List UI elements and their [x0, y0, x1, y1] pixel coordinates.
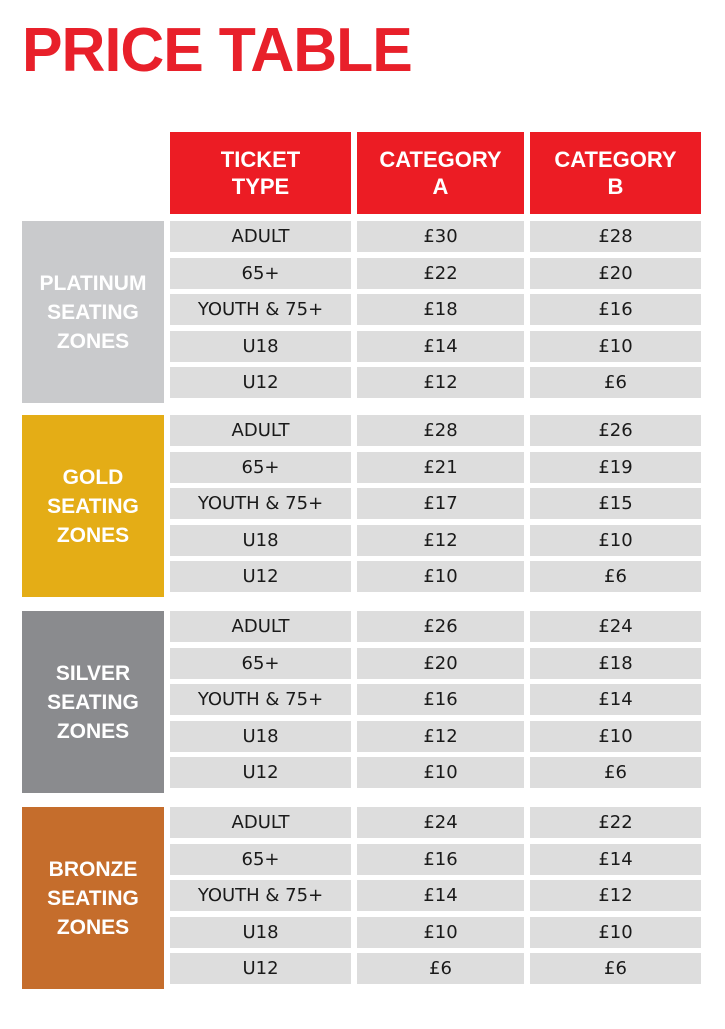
- category-a-price: £6: [357, 953, 524, 984]
- ticket-type-cell: U18: [170, 917, 351, 948]
- ticket-type-cell: ADULT: [170, 221, 351, 252]
- category-a-price: £16: [357, 684, 524, 715]
- ticket-type-cell: U18: [170, 525, 351, 556]
- category-a-price: £16: [357, 844, 524, 875]
- category-b-price: £28: [530, 221, 701, 252]
- category-b-price: £6: [530, 561, 701, 592]
- category-b-price: £24: [530, 611, 701, 642]
- category-b-price: £16: [530, 294, 701, 325]
- ticket-type-cell: 65+: [170, 648, 351, 679]
- ticket-type-cell: U12: [170, 757, 351, 788]
- category-a-price: £10: [357, 757, 524, 788]
- category-a-price: £24: [357, 807, 524, 838]
- category-b-price: £14: [530, 684, 701, 715]
- category-b-price: £26: [530, 415, 701, 446]
- category-a-price: £18: [357, 294, 524, 325]
- ticket-type-cell: U12: [170, 561, 351, 592]
- category-b-price: £10: [530, 721, 701, 752]
- category-a-price: £14: [357, 880, 524, 911]
- ticket-type-cell: YOUTH & 75+: [170, 684, 351, 715]
- category-a-price: £21: [357, 452, 524, 483]
- ticket-type-cell: 65+: [170, 452, 351, 483]
- category-b-price: £18: [530, 648, 701, 679]
- header-ticket-type: TICKET TYPE: [170, 132, 351, 214]
- ticket-type-cell: YOUTH & 75+: [170, 294, 351, 325]
- category-b-price: £12: [530, 880, 701, 911]
- ticket-type-cell: U18: [170, 721, 351, 752]
- zone-label: PLATINUM SEATING ZONES: [22, 221, 164, 403]
- category-a-price: £12: [357, 721, 524, 752]
- zone-label: GOLD SEATING ZONES: [22, 415, 164, 597]
- ticket-type-cell: ADULT: [170, 807, 351, 838]
- category-a-price: £12: [357, 367, 524, 398]
- category-a-price: £26: [357, 611, 524, 642]
- ticket-type-cell: 65+: [170, 844, 351, 875]
- header-category-a: CATEGORY A: [357, 132, 524, 214]
- ticket-type-cell: ADULT: [170, 611, 351, 642]
- page-title: PRICE TABLE: [22, 16, 412, 85]
- category-a-price: £28: [357, 415, 524, 446]
- category-b-price: £6: [530, 757, 701, 788]
- category-b-price: £10: [530, 331, 701, 362]
- category-b-price: £10: [530, 917, 701, 948]
- category-a-price: £17: [357, 488, 524, 519]
- category-b-price: £6: [530, 953, 701, 984]
- category-b-price: £15: [530, 488, 701, 519]
- ticket-type-cell: 65+: [170, 258, 351, 289]
- category-b-price: £22: [530, 807, 701, 838]
- category-b-price: £20: [530, 258, 701, 289]
- ticket-type-cell: U12: [170, 953, 351, 984]
- category-a-price: £12: [357, 525, 524, 556]
- ticket-type-cell: YOUTH & 75+: [170, 880, 351, 911]
- category-b-price: £10: [530, 525, 701, 556]
- category-a-price: £20: [357, 648, 524, 679]
- ticket-type-cell: YOUTH & 75+: [170, 488, 351, 519]
- ticket-type-cell: ADULT: [170, 415, 351, 446]
- category-a-price: £14: [357, 331, 524, 362]
- category-b-price: £19: [530, 452, 701, 483]
- zone-label: SILVER SEATING ZONES: [22, 611, 164, 793]
- zone-label: BRONZE SEATING ZONES: [22, 807, 164, 989]
- ticket-type-cell: U18: [170, 331, 351, 362]
- header-category-b: CATEGORY B: [530, 132, 701, 214]
- category-a-price: £30: [357, 221, 524, 252]
- category-a-price: £22: [357, 258, 524, 289]
- ticket-type-cell: U12: [170, 367, 351, 398]
- category-b-price: £6: [530, 367, 701, 398]
- category-a-price: £10: [357, 561, 524, 592]
- category-b-price: £14: [530, 844, 701, 875]
- category-a-price: £10: [357, 917, 524, 948]
